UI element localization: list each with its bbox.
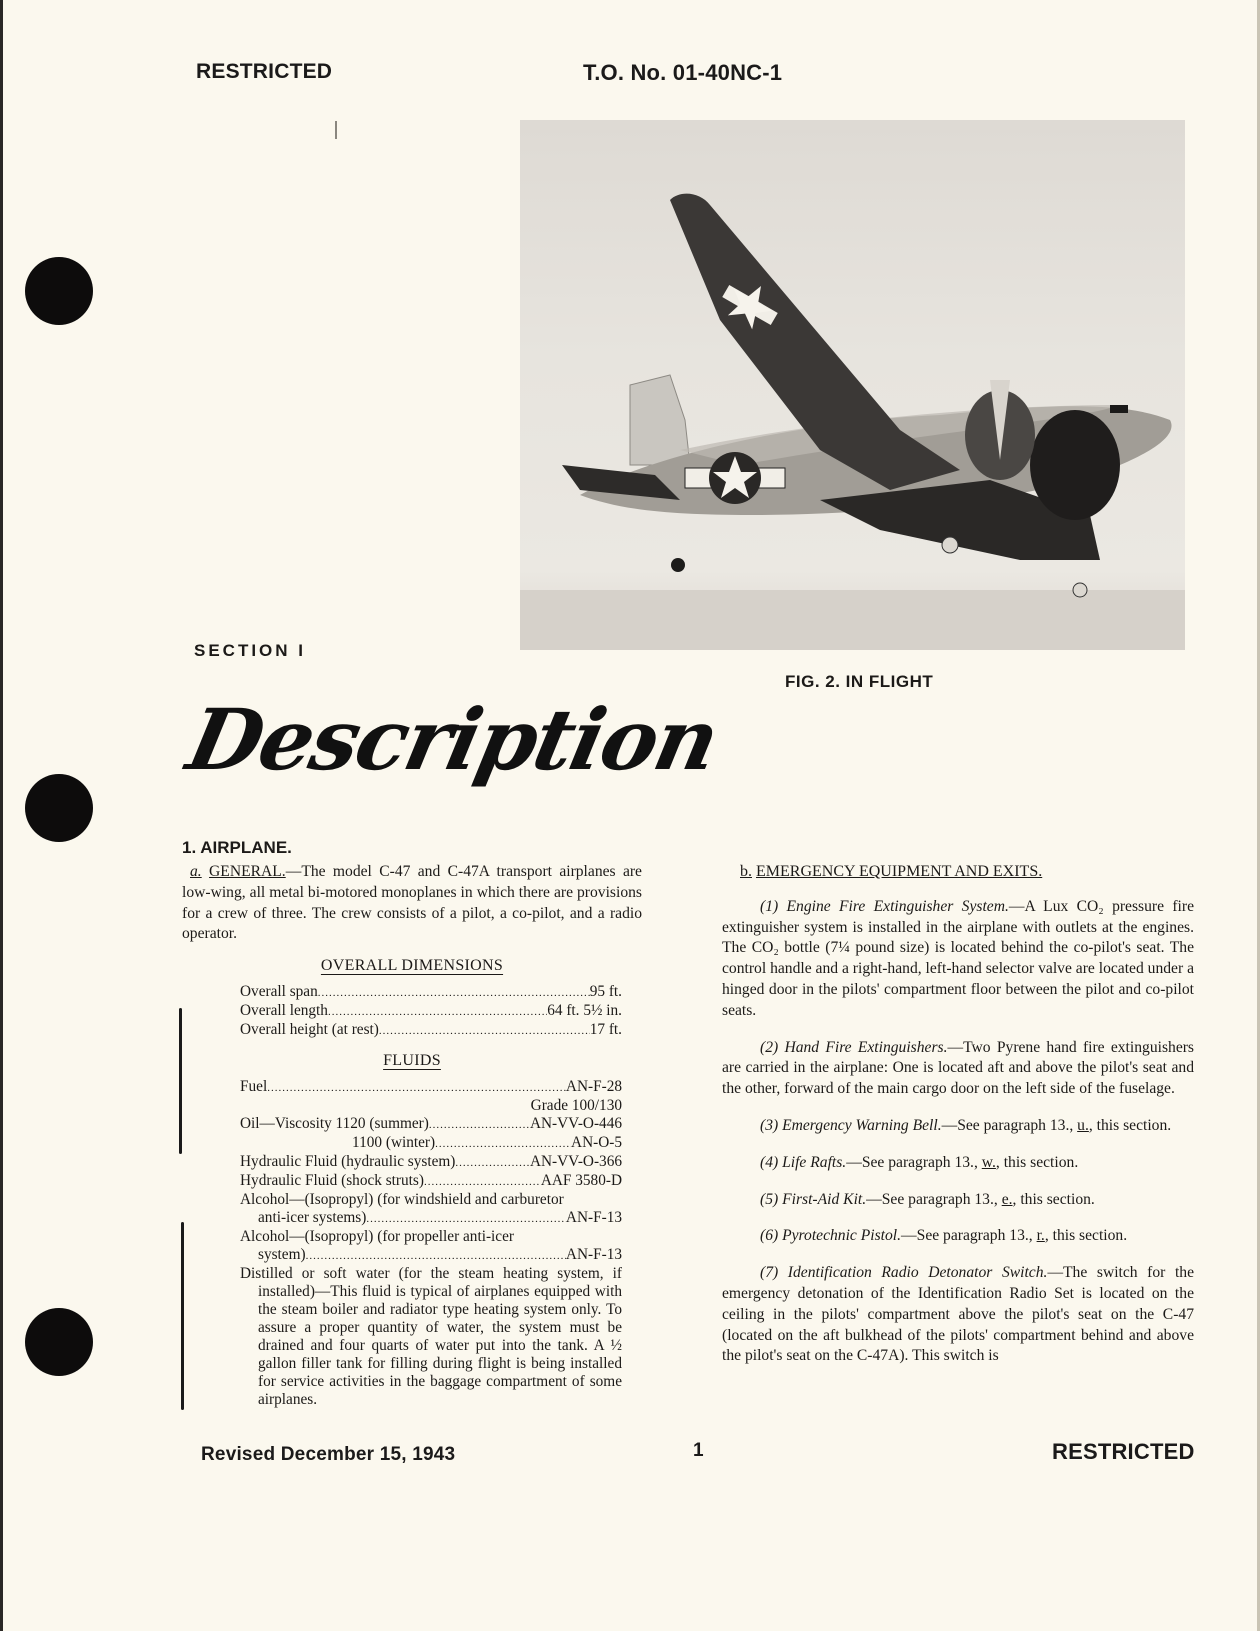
fluid-row-alcohol-windshield-cont: anti-icer systems) ..... AN-F-13 xyxy=(240,1209,622,1228)
fluid-row-shock-struts: Hydraulic Fluid (shock struts) ..... AAF 3580-D xyxy=(240,1172,622,1191)
footer-page-number: 1 xyxy=(693,1440,704,1461)
section-label: SECTION I xyxy=(194,641,307,660)
emergency-heading: b. EMERGENCY EQUIPMENT AND EXITS. xyxy=(740,863,1043,880)
fluid-row-alcohol-propeller: Alcohol—(Isopropyl) (for propeller anti-icer xyxy=(240,1228,514,1246)
dimensions-table xyxy=(182,983,642,1040)
header-classification: RESTRICTED xyxy=(196,60,333,83)
dimensions-heading: OVERALL DIMENSIONS xyxy=(320,957,504,975)
fluid-row-hydraulic-system: Hydraulic Fluid (hydraulic system) ..... AN-VV-O-366 xyxy=(240,1153,622,1172)
fluid-row-oil-winter: 1100 (winter) ..... AN-O-5 xyxy=(240,1134,622,1153)
header-doc-number: T.O. No. 01-40NC-1 xyxy=(583,60,783,85)
fluids-heading: FLUIDS xyxy=(383,1052,441,1070)
stray-mark xyxy=(335,121,337,139)
change-bar xyxy=(179,1008,182,1154)
section-title: Description xyxy=(179,690,726,789)
right-column xyxy=(722,862,1194,1383)
figure-photo xyxy=(520,120,1185,650)
airplane-heading: 1. AIRPLANE. xyxy=(182,838,292,857)
dimension-row: Overall span ..... 95 ft. xyxy=(240,983,622,1002)
binder-hole-bottom xyxy=(25,1308,93,1376)
figure-caption: FIG. 2. IN FLIGHT xyxy=(785,672,934,691)
fluid-row-alcohol-windshield: Alcohol—(Isopropyl) (for windshield and carburetor xyxy=(240,1191,564,1209)
fluid-row-grade: Grade 100/130 xyxy=(530,1097,622,1115)
dimension-row: Overall height (at rest) ..... 17 ft. xyxy=(240,1021,622,1040)
emergency-item-6: (6) Pyrotechnic Pistol.—See paragraph 13., r., this section. xyxy=(760,1227,1128,1245)
page-left-edge xyxy=(0,0,3,1631)
emergency-item-4: (4) Life Rafts.—See paragraph 13., w., this section. xyxy=(760,1153,1079,1171)
paragraph-reference: u. xyxy=(1077,1116,1089,1134)
emergency-item-3: (3) Emergency Warning Bell.—See paragraph 13., u., this section. xyxy=(760,1116,1172,1134)
paragraph-reference: w. xyxy=(981,1153,996,1171)
change-bar xyxy=(181,1222,184,1410)
emergency-item-5: (5) First-Aid Kit.—See paragraph 13., e., this section. xyxy=(760,1190,1095,1208)
footer-revised-date: Revised December 15, 1943 xyxy=(201,1444,456,1465)
paragraph-reference: r. xyxy=(1036,1227,1045,1245)
fluid-row-fuel: Fuel ..... AN-F-28 xyxy=(240,1078,622,1097)
binder-hole-top xyxy=(25,257,93,325)
fluid-row-oil: Oil—Viscosity 1120 (summer) ..... AN-VV-O-446 xyxy=(240,1115,622,1134)
footer-classification: RESTRICTED xyxy=(1052,1439,1195,1464)
general-paragraph xyxy=(182,862,642,945)
general-text: —The model C-47 and C-47A transport airplanes are low-wing, all metal bi-motored monoplanes in which there are provisions for a crew of three. The crew consists of a pilot, a co-pilot, and a radio operator. xyxy=(182,863,642,943)
emergency-item-7: (7) Identification Radio Detonator Switch.—The switch for the emergency detonation of the Identification Radio Set is located on the ceiling in the pilots' compartment above the pilot's seat on the C-47 (located on the aft bulkhead of the pilots' compartment behind and above the pilot's seat on the C-47A). This switch is xyxy=(722,1264,1195,1365)
paragraph-reference: e. xyxy=(1001,1190,1013,1208)
emergency-item-2: (2) Hand Fire Extinguishers.—Two Pyrene hand fire extinguishers are carried in the airplane: One is located aft and above the pilot's seat and the other, forward of the main cargo door on the left side of the fuselage. xyxy=(722,1038,1194,1098)
dimension-row: Overall length ..... 64 ft. 5½ in. xyxy=(240,1002,622,1021)
emergency-item-1: (1) Engine Fire Extinguisher System.—A Lux CO₂ pressure fire extinguisher system is installed in the airplane with outlets at the engines. The CO₂ bottle (7¼ pound size) is located behind the co-pilot's seat. The control handle and a right-hand, left-hand selector valve are located under a hinged door in the pilots' compartment floor between the pilot and co-pilot seats. xyxy=(722,897,1194,1019)
airplane-illustration xyxy=(520,120,1185,650)
fluids-table xyxy=(182,1078,642,1409)
fluid-row-alcohol-propeller-cont: system) ..... AN-F-13 xyxy=(240,1246,622,1265)
general-title: GENERAL. xyxy=(209,863,286,880)
binder-hole-middle xyxy=(25,774,93,842)
fluid-water-note: Distilled or soft water (for the steam heating system, if installed)—This fluid is typical of airplanes equipped with the steam boiler and radiator type heating system only. To assure a proper quantity of water, the system must be drained and four quarts of water put into the tank. A ½ gallon filler tank for filling during flight is being installed for service activities in the baggage compartment of some airplanes. xyxy=(240,1265,622,1409)
left-column xyxy=(182,838,642,1409)
general-letter: a. xyxy=(190,863,202,880)
